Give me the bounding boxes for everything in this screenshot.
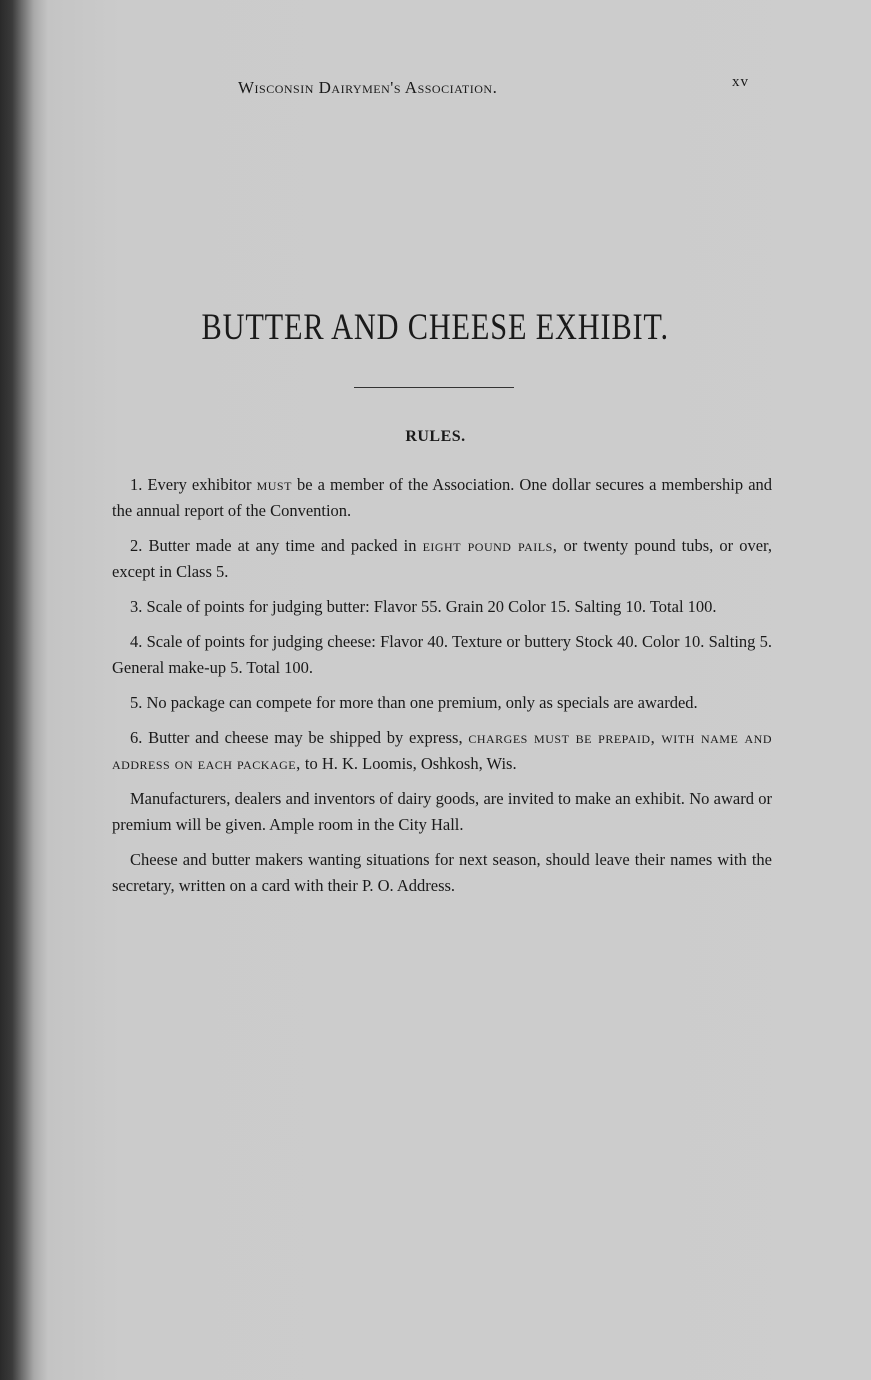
rule-number: 4.	[130, 632, 143, 651]
rule-2	[112, 533, 772, 585]
rule-number: 5.	[130, 693, 143, 712]
rule-text: Scale of points for judging butter: Flavor 55. Grain 20 Color 15. Salting 10. Total 100.	[146, 597, 717, 616]
rule-text: be a member of the Association. One dollar secures a membership and the annual report of the Convention.	[112, 475, 773, 520]
running-head: Wisconsin Dairymen's Association.	[238, 78, 498, 97]
rule-3	[112, 594, 772, 620]
rule-text: to H. K. Loomis, Oshkosh, Wis.	[300, 754, 517, 773]
rule-number: 1.	[130, 475, 143, 494]
rules-heading: RULES.	[405, 428, 466, 445]
page-number: xv	[732, 74, 749, 90]
rule-number: 6.	[130, 728, 143, 747]
rule-1	[112, 472, 772, 524]
rule-text: Butter made at any time and packed in	[148, 536, 423, 555]
rule-text: or twenty pound tubs, or over, except in Class 5.	[112, 536, 772, 581]
page-title: BUTTER AND CHEESE EXHIBIT.	[201, 307, 669, 348]
rule-text: Butter and cheese may be shipped by express,	[148, 728, 469, 747]
rule-5	[112, 690, 772, 716]
rule-emphasis: charges must be prepaid, with name and address on each package,	[112, 728, 773, 773]
title-divider	[354, 387, 514, 388]
note-situations: Cheese and butter makers wanting situations for next season, should leave their names with the secretary, written on a card with their P. O. Address.	[112, 850, 772, 895]
rule-emphasis: eight pound pails,	[422, 536, 558, 555]
rule-4	[112, 629, 772, 681]
rules-body	[112, 472, 772, 908]
rule-text: Scale of points for judging cheese: Flavor 40. Texture or buttery Stock 40. Color 10. Salting 5. General make-up 5. Total 100.	[112, 632, 773, 677]
rule-emphasis: must	[256, 475, 292, 494]
rule-text: Every exhibitor	[147, 475, 257, 494]
rule-text: No package can compete for more than one premium, only as specials are awarded.	[146, 693, 698, 712]
rule-number: 2.	[130, 536, 143, 555]
note-exhibit: Manufacturers, dealers and inventors of dairy goods, are invited to make an exhibit. No award or premium will be given. Ample room in the City Hall.	[112, 789, 772, 834]
rule-number: 3.	[130, 597, 143, 616]
rule-6	[112, 725, 772, 777]
